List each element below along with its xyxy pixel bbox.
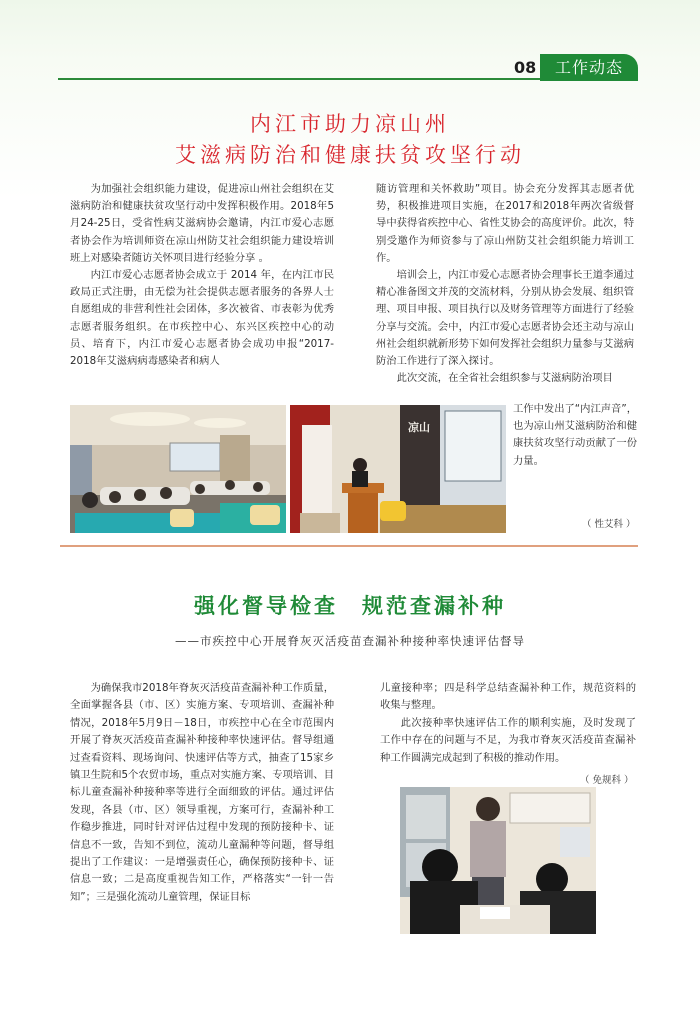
office-inspection-photo <box>400 787 596 934</box>
article2-signature: （ 免规科 ） <box>580 775 634 786</box>
article1-title-line2: 艾滋病防治和健康扶贫攻坚行动 <box>175 143 525 167</box>
photo-screen-text: 凉山 <box>408 421 430 434</box>
article2-paragraph: 此次接种率快速评估工作的顺利实施，及时发现了工作中存在的问题与不足，为我市脊灰灭活疫苗查漏补种工作圆满完成起到了积极的推动作用。 <box>380 716 636 764</box>
article1-title-line1: 内江市助力凉山州 <box>250 112 450 136</box>
article2-paragraph: 为确保我市2018年脊灰灭活疫苗查漏补种工作质量，全面掌握各县（市、区）实施方案、专项培训、查漏补种情况，2018年5月9日－18日，市疾控中心在全市范围内开展了脊灰灭活疫苗查漏补种接种率快速评估。督导组通过查看资料、现场询问、快速评估等方式，抽查了15家乡镇卫生院和5个农贸市场，重点对实施方案、专项培训、目标儿童查漏补种接种率等进行全面细致的评估。通过评估发现，各县（市、区）领导重视，方案可行，查漏补种工作稳步推进，同时针对评估过程中发现的预防接种卡、证信息不一致，告知不到位，流动儿童漏种等问题，督导组提出了工作建议：一是增强责任心，确保预防接种卡、证信息一致；二是高度重视告知工作，严格落实“一针一告知”；三是强化流动儿童管理，保证目标 <box>70 682 334 903</box>
article1-right-column <box>376 181 634 387</box>
section-label: 工作动态 <box>540 54 638 81</box>
article1-left-column <box>70 181 334 370</box>
page-number: 08 <box>514 58 537 77</box>
article1-paragraph: 培训会上，内江市爱心志愿者协会理事长王道李通过精心准备图文并茂的交流材料，分别从协会发展、组织管理、项目申报、项目执行以及财务管理等方面进行了经验分享与交流。会中，内江市爱心志愿者协会还主动与凉山州社会组织就新形势下如何发挥社会组织力量参与艾滋病防治工作进行了深入探讨。 <box>376 269 634 368</box>
article1-paragraph: 内江市爱心志愿者协会成立于 2014 年，在内江市民政局正式注册，由无偿为社会提供志愿者服务的各界人士自愿组成的非营利性社会团体，多次被省、市表彰为优秀志愿者服务组织。在市疾控中心、东兴区疾控中心的动员、培育下，内江市爱心志愿者协会成功申报“2017-2018年艾滋病病毒感染者和病人 <box>70 269 334 368</box>
article1-paragraph: 随访管理和关怀救助”项目。协会充分发挥其志愿者优势，积极推进项目实施，在2017和2018年两次省级督导中获得省疾控中心、省性艾协会的高度评价。此次，特别受邀作为师资参与了凉山州防艾社会组织能力培训工作。 <box>376 183 634 264</box>
article2-left-column <box>70 680 334 906</box>
article1-paragraph: 此次交流，在全省社会组织参与艾滋病防治项目 <box>396 372 613 385</box>
article2-subtitle: ——市疾控中心开展脊灰灭活疫苗查漏补种接种率快速评估督导 <box>175 634 525 648</box>
speaker-podium-photo <box>290 405 506 533</box>
article1-tail-text: 工作中发出了“内江声音”，也为凉山州艾滋病防治和健康扶贫攻坚行动贡献了一份力量。 <box>513 403 637 467</box>
article-divider <box>60 545 638 547</box>
article1-paragraph: 为加强社会组织能力建设，促进凉山州社会组织在艾滋病防治和健康扶贫攻坚行动中发挥积极作用。2018年5月24-25日，受省性病艾滋病协会邀请，内江市爱心志愿者协会作为培训师资在凉山州防艾社会组织能力建设培训班上对感染者随访关怀项目进行经验分享 。 <box>70 183 334 264</box>
article2-right-column <box>380 680 636 767</box>
meeting-room-photo <box>70 405 286 533</box>
article1-signature: （ 性艾科 ） <box>582 519 636 530</box>
article2-title: 强化督导检查 规范查漏补种 <box>194 594 506 618</box>
article2-paragraph: 儿童接种率；四是科学总结查漏补种工作，规范资料的收集与整理。 <box>380 682 636 712</box>
